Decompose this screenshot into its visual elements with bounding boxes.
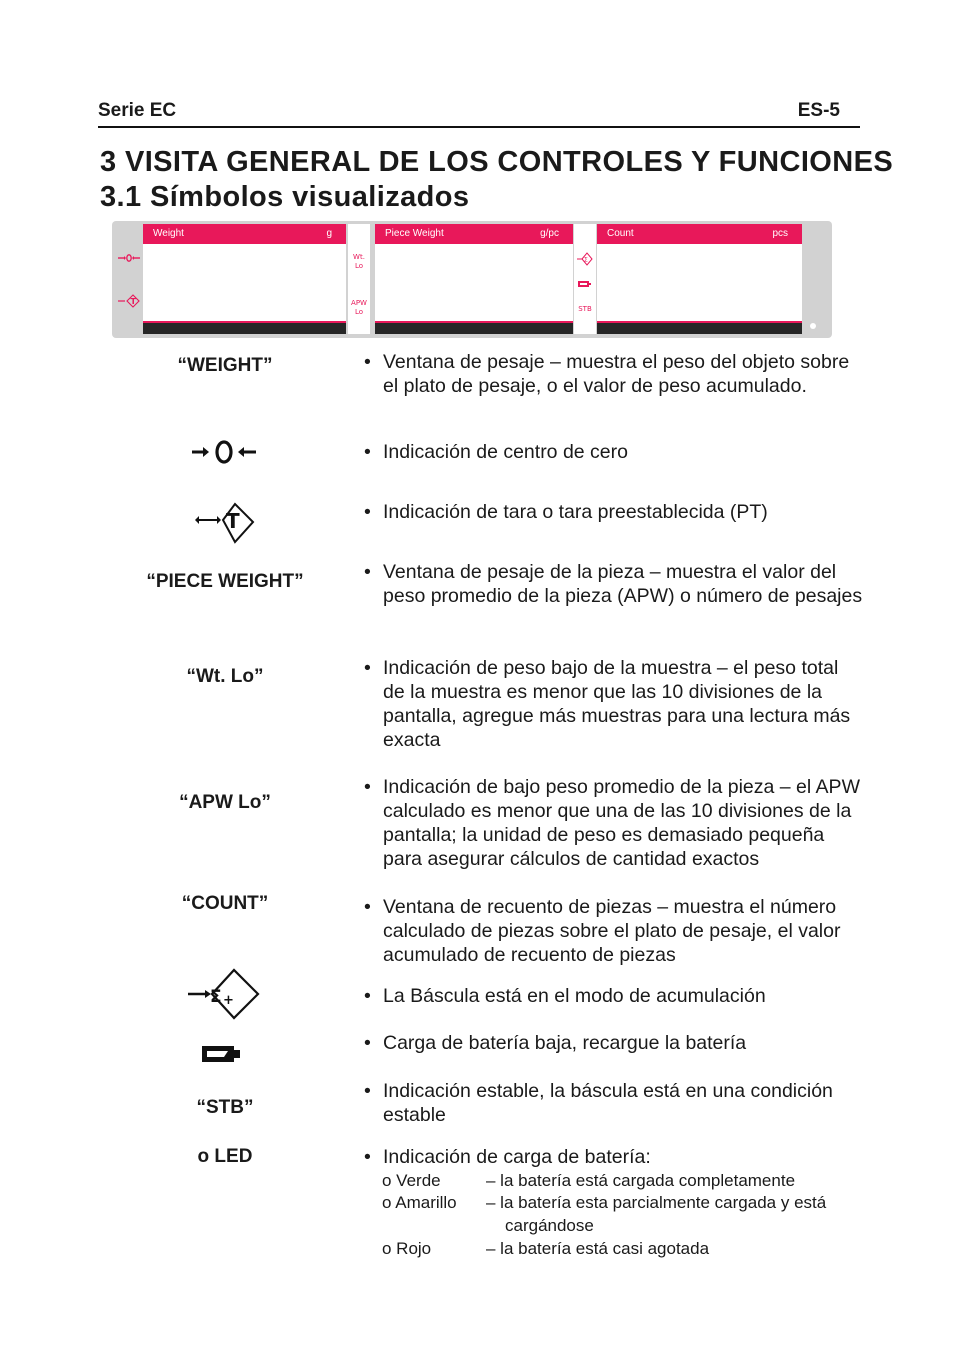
- led-state-red-desc: – la batería está casi agotada: [486, 1239, 710, 1258]
- wt-lo-line2: Lo: [354, 262, 364, 270]
- svg-text:Σ: Σ: [210, 987, 222, 1007]
- svg-text:Σ: Σ: [584, 256, 588, 264]
- zero-center-icon: [190, 440, 258, 466]
- count-window-label: Count: [607, 228, 634, 239]
- desc-piece-weight: • Ventana de pesaje de la pieza – muestra el valor del peso promedio de la pieza (APW) o número de pesajes: [364, 561, 863, 607]
- led-state-green-color: o Verde: [382, 1171, 441, 1190]
- weight-window: [143, 224, 346, 334]
- battery-low-icon: [202, 1044, 242, 1064]
- apw-lo-line2: Lo: [354, 308, 364, 316]
- stb-indicator: STB: [578, 305, 592, 313]
- zero-center-mini-icon: [117, 253, 141, 263]
- weight-window-label: Weight: [153, 228, 184, 239]
- battery-led: [810, 323, 816, 329]
- svg-text:+: +: [223, 993, 234, 1008]
- led-state-red-color: o Rojo: [382, 1239, 432, 1258]
- header-series: Serie EC: [98, 100, 177, 121]
- desc-tare: • Indicación de tara o tara preestablecida (PT): [364, 501, 768, 523]
- display-panel: [112, 221, 832, 338]
- label-weight: “WEIGHT”: [177, 355, 273, 376]
- desc-weight: • Ventana de pesaje – muestra el peso del objeto sobre el plato de pesaje, o el valor de peso acumulado.: [364, 351, 850, 397]
- count-indicator-strip: [574, 224, 596, 334]
- accumulation-mini-icon: [576, 250, 594, 268]
- led-state-yellow-color: o Amarillo: [382, 1193, 457, 1212]
- svg-text:T: T: [226, 509, 240, 533]
- piece-weight-window-unit: g/pc: [540, 228, 559, 239]
- wt-apw-indicator-strip: [348, 224, 370, 334]
- count-window: [597, 224, 802, 334]
- section-title: 3.1 Símbolos visualizados: [100, 181, 470, 213]
- battery-mini-icon: [578, 280, 592, 288]
- apw-lo-line1: APW: [351, 299, 367, 307]
- desc-wt-lo: • Indicación de peso bajo de la muestra – el peso total de la muestra es menor que las 10 divisiones de la pantalla, agregue más muestras para una lectura más exacta: [364, 657, 851, 751]
- svg-text:T: T: [130, 297, 136, 306]
- accumulation-icon: [186, 966, 262, 1022]
- label-led: o LED: [197, 1146, 253, 1167]
- desc-zero-center: • Indicación de centro de cero: [364, 441, 628, 463]
- desc-apw-lo: • Indicación de bajo peso promedio de la pieza – el APW calculado es menor que una de las 10 divisiones de la pantalla; la unidad de peso es demasiado pequeña para asegurar cálculos de cantidad exactos: [364, 776, 860, 870]
- label-stb: “STB”: [196, 1097, 254, 1118]
- piece-weight-window-label: Piece Weight: [385, 228, 444, 239]
- desc-stb: • Indicación estable, la báscula está en una condición estable: [364, 1080, 833, 1126]
- tare-icon: [193, 496, 259, 546]
- header-rule: [98, 126, 860, 128]
- weight-window-unit: g: [326, 228, 332, 239]
- label-apw-lo: “APW Lo”: [179, 792, 271, 813]
- wt-lo-line1: Wt.: [353, 253, 365, 261]
- led-state-green-desc: – la batería está cargada completamente: [486, 1171, 796, 1190]
- piece-weight-window: [375, 224, 573, 334]
- desc-battery-low: • Carga de batería baja, recargue la batería: [364, 1032, 747, 1054]
- desc-accumulation: • La Báscula está en el modo de acumulación: [364, 985, 766, 1007]
- label-piece-weight: “PIECE WEIGHT”: [146, 571, 304, 592]
- label-count: “COUNT”: [181, 893, 269, 914]
- led-state-yellow-desc-cont: cargándose: [505, 1216, 594, 1235]
- header-page-number: ES-5: [797, 100, 840, 121]
- desc-count: • Ventana de recuento de piezas – muestra el número calculado de piezas sobre el plato de pesaje, el valor acumulado de recuento de piezas: [364, 896, 841, 966]
- chapter-title: 3 VISITA GENERAL DE LOS CONTROLES Y FUNCIONES: [100, 146, 894, 178]
- led-state-yellow-desc: – la batería esta parcialmente cargada y está: [486, 1193, 827, 1212]
- count-window-unit: pcs: [772, 228, 788, 239]
- tare-mini-icon: [117, 293, 141, 309]
- label-wt-lo: “Wt. Lo”: [186, 666, 264, 687]
- desc-led: • Indicación de carga de batería:: [364, 1146, 651, 1168]
